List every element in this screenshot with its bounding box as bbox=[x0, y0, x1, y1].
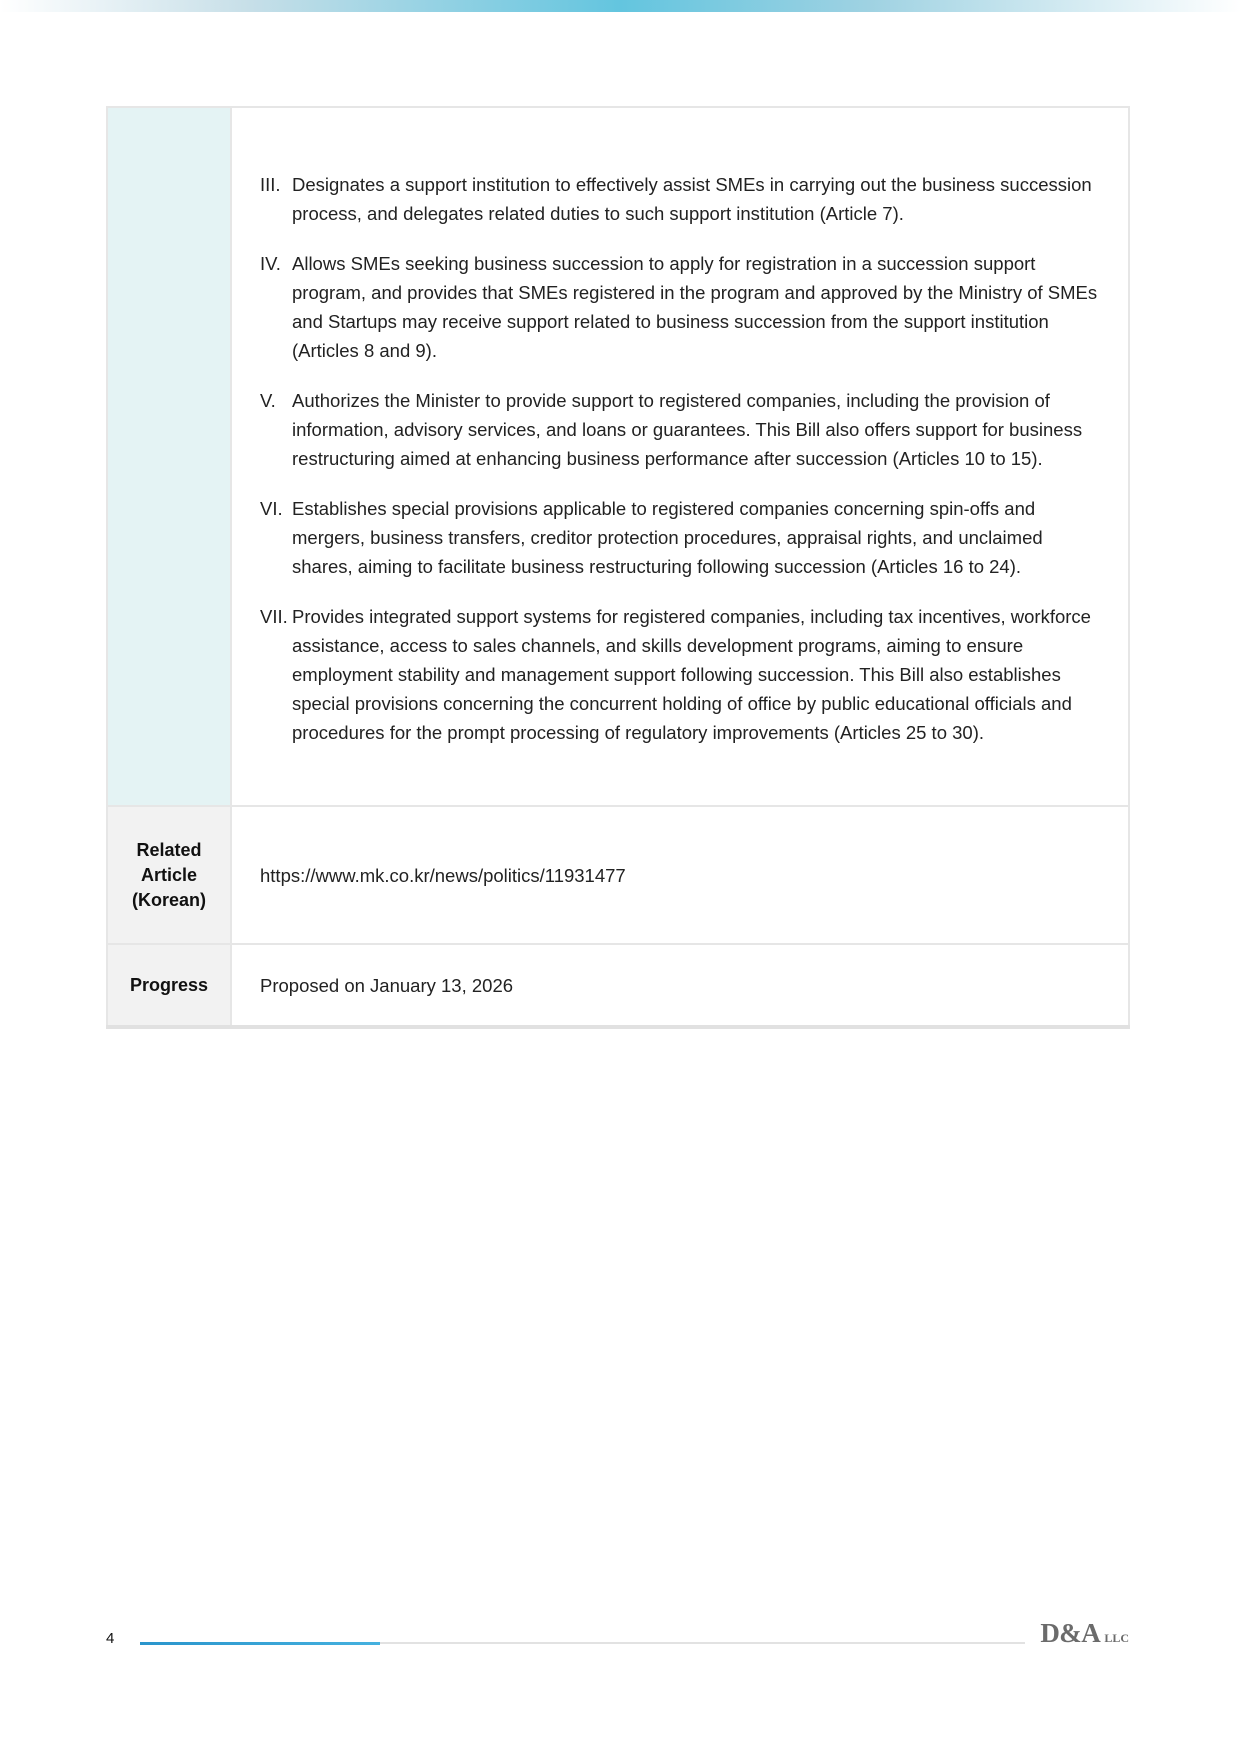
item-number: VII. bbox=[260, 606, 288, 627]
progress-value: Proposed on January 13, 2026 bbox=[231, 944, 1129, 1027]
related-article-label-line: Article bbox=[140, 864, 198, 885]
bill-info-table bbox=[106, 106, 1130, 1029]
top-accent-bar bbox=[0, 0, 1241, 12]
logo-sub-text: LLC bbox=[1104, 1631, 1129, 1645]
footer-divider-accent bbox=[140, 1642, 380, 1645]
list-item bbox=[260, 494, 1100, 581]
company-logo bbox=[1040, 1618, 1129, 1649]
item-number: V. bbox=[260, 390, 276, 411]
related-article-label-line: (Korean) bbox=[131, 889, 206, 910]
list-item bbox=[260, 602, 1100, 747]
logo-main-text: D&A bbox=[1040, 1618, 1101, 1648]
item-text: Provides integrated support systems for registered companies, including tax incentives, workforce assistance, access to sales channels, and skills development programs, aiming to ensure employment stability and management support following succession. This Bill also establishes special provisions concerning the concurrent holding of office by public educational officials and procedures for the prompt processing of regulatory improvements (Articles 25 to 30). bbox=[292, 606, 1091, 743]
related-article-link[interactable]: https://www.mk.co.kr/news/politics/11931477 bbox=[260, 864, 626, 886]
item-text: Authorizes the Minister to provide support to registered companies, including the provision of information, advisory services, and loans or guarantees. This Bill also offers support for business restructuring aimed at enhancing business performance after succession (Articles 10 to 15). bbox=[292, 390, 1083, 469]
item-number: VI. bbox=[260, 498, 283, 519]
list-item bbox=[260, 386, 1100, 473]
related-article-row bbox=[107, 806, 1129, 944]
summary-row bbox=[107, 107, 1129, 806]
progress-label: Progress bbox=[107, 944, 231, 1027]
item-text: Designates a support institution to effectively assist SMEs in carrying out the business succession process, and delegates related duties to such support institution (Article 7). bbox=[292, 174, 1092, 224]
progress-row bbox=[107, 944, 1129, 1027]
page-number: 4 bbox=[106, 1630, 115, 1647]
related-article-label bbox=[107, 806, 231, 944]
summary-list bbox=[260, 170, 1100, 747]
related-article-content bbox=[231, 806, 1129, 944]
list-item bbox=[260, 249, 1100, 365]
item-number: IV. bbox=[260, 253, 281, 274]
item-text: Allows SMEs seeking business succession to apply for registration in a succession support program, and provides that SMEs registered in the program and approved by the Ministry of SMEs and Startups may receive support related to business succession from the support institution (Articles 8 and 9). bbox=[292, 253, 1098, 361]
item-number: III. bbox=[260, 174, 281, 195]
summary-label-cell bbox=[107, 107, 231, 806]
item-text: Establishes special provisions applicable to registered companies concerning spin-offs and mergers, business transfers, creditor protection procedures, appraisal rights, and unclaimed shares, aiming to facilitate business restructuring following succession (Articles 16 to 24). bbox=[292, 498, 1043, 577]
footer-divider bbox=[140, 1642, 1025, 1644]
related-article-label-line: Related bbox=[136, 839, 202, 860]
list-item bbox=[260, 170, 1100, 228]
summary-content-cell bbox=[231, 107, 1129, 806]
